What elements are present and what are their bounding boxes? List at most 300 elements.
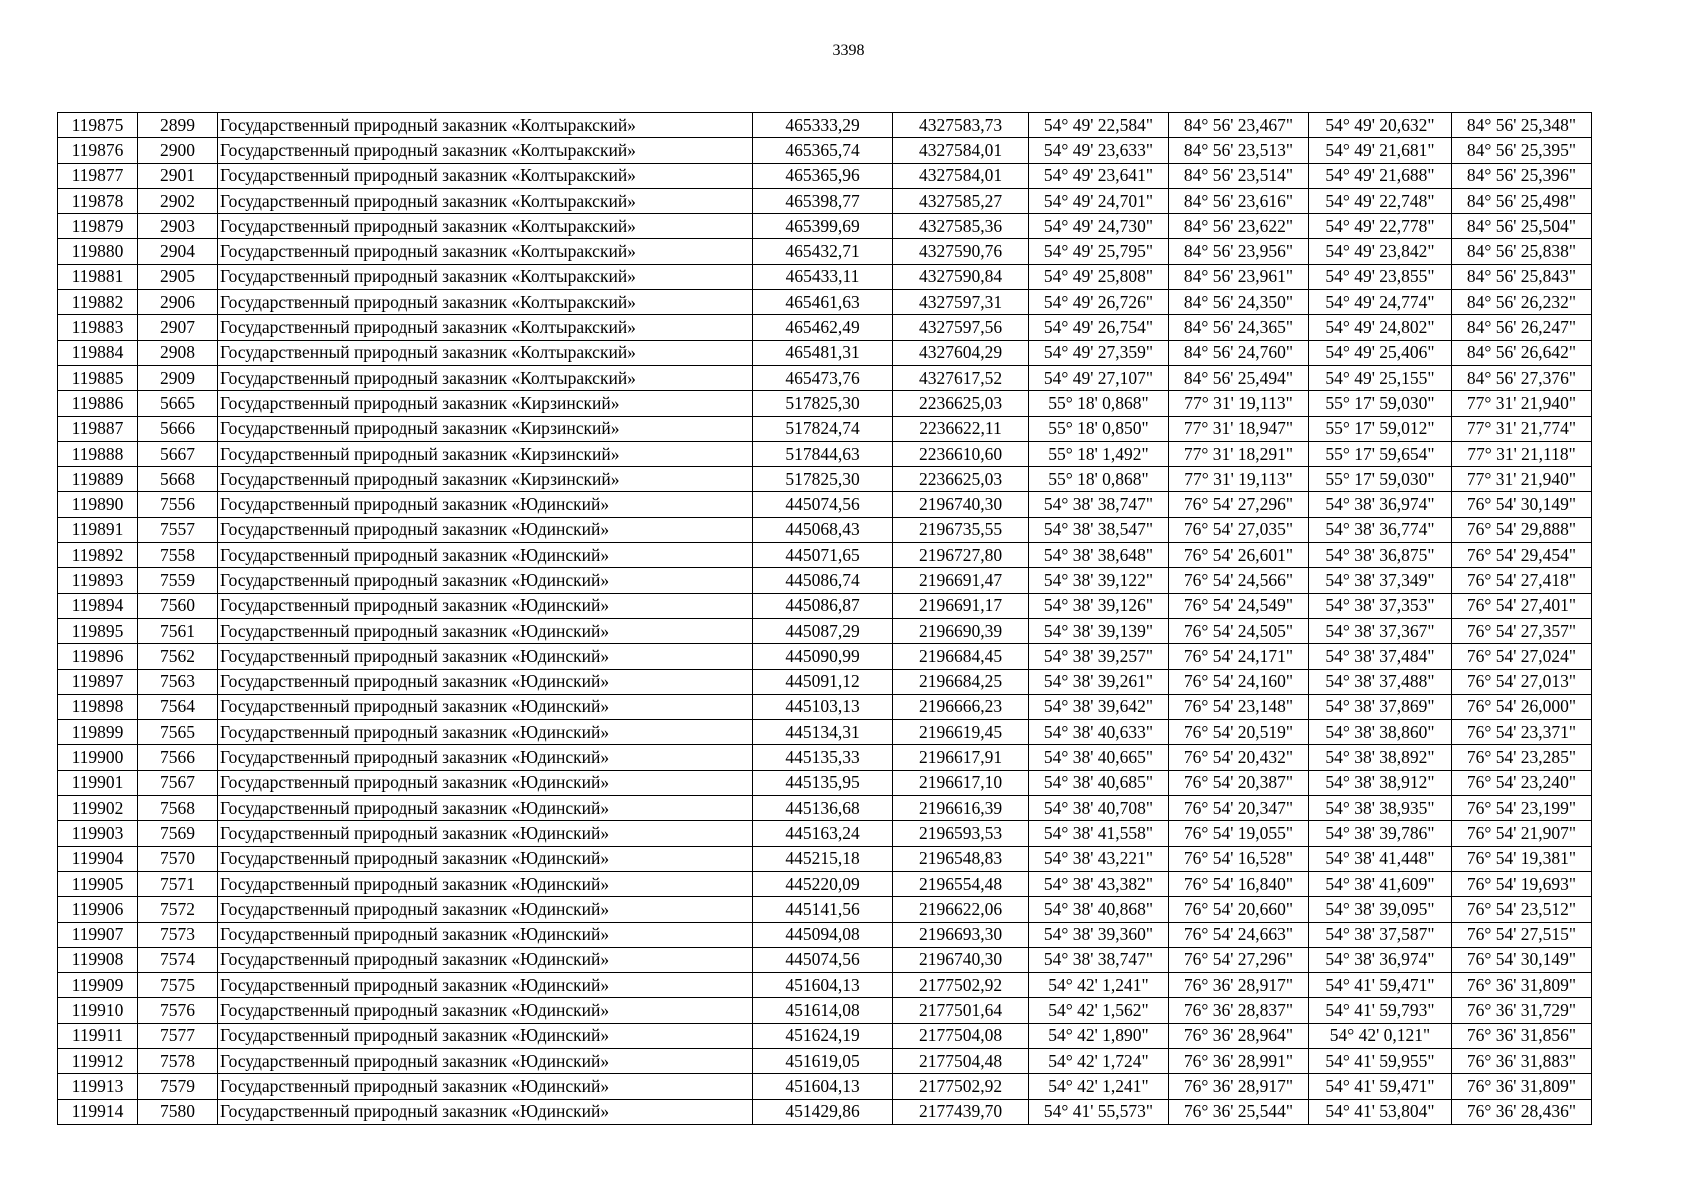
x-coordinate-cell: 451604,13 bbox=[753, 973, 893, 998]
reserve-name-cell: Государственный природный заказник «Колтыракский» bbox=[218, 340, 753, 365]
y-coordinate-cell: 4327584,01 bbox=[893, 138, 1029, 163]
y-coordinate-cell: 2196693,30 bbox=[893, 922, 1029, 947]
longitude-2-cell: 76° 54' 23,512" bbox=[1452, 897, 1592, 922]
point-number-cell: 2899 bbox=[138, 113, 218, 138]
point-number-cell: 7558 bbox=[138, 543, 218, 568]
latitude-2-cell: 54° 38' 37,488" bbox=[1309, 669, 1452, 694]
record-number-cell: 119876 bbox=[58, 138, 138, 163]
record-number-cell: 119883 bbox=[58, 315, 138, 340]
record-number-cell: 119900 bbox=[58, 745, 138, 770]
longitude-1-cell: 76° 54' 27,035" bbox=[1169, 517, 1309, 542]
y-coordinate-cell: 4327585,27 bbox=[893, 188, 1029, 213]
latitude-1-cell: 54° 38' 38,547" bbox=[1029, 517, 1169, 542]
longitude-2-cell: 76° 36' 31,809" bbox=[1452, 1074, 1592, 1099]
table-row bbox=[58, 340, 1592, 365]
reserve-name-cell: Государственный природный заказник «Юдинский» bbox=[218, 694, 753, 719]
longitude-1-cell: 76° 54' 24,566" bbox=[1169, 568, 1309, 593]
reserve-name-cell: Государственный природный заказник «Юдинский» bbox=[218, 821, 753, 846]
point-number-cell: 2907 bbox=[138, 315, 218, 340]
latitude-2-cell: 54° 38' 39,786" bbox=[1309, 821, 1452, 846]
reserve-name-cell: Государственный природный заказник «Колтыракский» bbox=[218, 188, 753, 213]
table-row bbox=[58, 163, 1592, 188]
reserve-name-cell: Государственный природный заказник «Юдинский» bbox=[218, 897, 753, 922]
y-coordinate-cell: 2177502,92 bbox=[893, 1074, 1029, 1099]
point-number-cell: 2900 bbox=[138, 138, 218, 163]
longitude-1-cell: 84° 56' 24,350" bbox=[1169, 290, 1309, 315]
longitude-1-cell: 76° 54' 24,663" bbox=[1169, 922, 1309, 947]
longitude-2-cell: 76° 36' 31,809" bbox=[1452, 973, 1592, 998]
x-coordinate-cell: 451624,19 bbox=[753, 1023, 893, 1048]
longitude-1-cell: 84° 56' 23,513" bbox=[1169, 138, 1309, 163]
x-coordinate-cell: 451619,05 bbox=[753, 1048, 893, 1073]
record-number-cell: 119904 bbox=[58, 846, 138, 871]
y-coordinate-cell: 4327604,29 bbox=[893, 340, 1029, 365]
longitude-1-cell: 76° 54' 24,505" bbox=[1169, 618, 1309, 643]
record-number-cell: 119902 bbox=[58, 796, 138, 821]
y-coordinate-cell: 2196666,23 bbox=[893, 694, 1029, 719]
record-number-cell: 119909 bbox=[58, 973, 138, 998]
point-number-cell: 7562 bbox=[138, 644, 218, 669]
reserve-name-cell: Государственный природный заказник «Юдинский» bbox=[218, 745, 753, 770]
longitude-1-cell: 76° 54' 16,528" bbox=[1169, 846, 1309, 871]
point-number-cell: 7574 bbox=[138, 947, 218, 972]
record-number-cell: 119906 bbox=[58, 897, 138, 922]
longitude-1-cell: 76° 54' 26,601" bbox=[1169, 543, 1309, 568]
latitude-1-cell: 54° 38' 41,558" bbox=[1029, 821, 1169, 846]
longitude-2-cell: 77° 31' 21,774" bbox=[1452, 416, 1592, 441]
reserve-name-cell: Государственный природный заказник «Юдинский» bbox=[218, 618, 753, 643]
y-coordinate-cell: 2196690,39 bbox=[893, 618, 1029, 643]
page-number: 3398 bbox=[832, 42, 865, 59]
longitude-2-cell: 76° 54' 30,149" bbox=[1452, 947, 1592, 972]
record-number-cell: 119881 bbox=[58, 264, 138, 289]
point-number-cell: 2901 bbox=[138, 163, 218, 188]
longitude-2-cell: 76° 54' 30,149" bbox=[1452, 492, 1592, 517]
longitude-2-cell: 76° 54' 27,418" bbox=[1452, 568, 1592, 593]
x-coordinate-cell: 517844,63 bbox=[753, 441, 893, 466]
point-number-cell: 7559 bbox=[138, 568, 218, 593]
longitude-1-cell: 76° 54' 20,347" bbox=[1169, 796, 1309, 821]
longitude-2-cell: 76° 54' 29,454" bbox=[1452, 543, 1592, 568]
reserve-name-cell: Государственный природный заказник «Кирзинский» bbox=[218, 467, 753, 492]
y-coordinate-cell: 4327590,76 bbox=[893, 239, 1029, 264]
longitude-2-cell: 84° 56' 25,396" bbox=[1452, 163, 1592, 188]
point-number-cell: 7575 bbox=[138, 973, 218, 998]
latitude-1-cell: 54° 49' 24,701" bbox=[1029, 188, 1169, 213]
y-coordinate-cell: 2236622,11 bbox=[893, 416, 1029, 441]
reserve-name-cell: Государственный природный заказник «Колтыракский» bbox=[218, 290, 753, 315]
longitude-2-cell: 76° 54' 27,401" bbox=[1452, 593, 1592, 618]
latitude-1-cell: 54° 42' 1,562" bbox=[1029, 998, 1169, 1023]
latitude-2-cell: 54° 49' 20,632" bbox=[1309, 113, 1452, 138]
table-row bbox=[58, 441, 1592, 466]
longitude-1-cell: 84° 56' 23,616" bbox=[1169, 188, 1309, 213]
x-coordinate-cell: 465398,77 bbox=[753, 188, 893, 213]
y-coordinate-cell: 2196616,39 bbox=[893, 796, 1029, 821]
x-coordinate-cell: 445091,12 bbox=[753, 669, 893, 694]
longitude-2-cell: 84° 56' 26,232" bbox=[1452, 290, 1592, 315]
y-coordinate-cell: 2196740,30 bbox=[893, 492, 1029, 517]
table-row bbox=[58, 467, 1592, 492]
point-number-cell: 7565 bbox=[138, 720, 218, 745]
x-coordinate-cell: 445135,33 bbox=[753, 745, 893, 770]
latitude-2-cell: 54° 38' 37,349" bbox=[1309, 568, 1452, 593]
reserve-name-cell: Государственный природный заказник «Юдинский» bbox=[218, 1023, 753, 1048]
point-number-cell: 7564 bbox=[138, 694, 218, 719]
x-coordinate-cell: 445135,95 bbox=[753, 770, 893, 795]
point-number-cell: 7560 bbox=[138, 593, 218, 618]
record-number-cell: 119897 bbox=[58, 669, 138, 694]
latitude-2-cell: 55° 17' 59,654" bbox=[1309, 441, 1452, 466]
latitude-2-cell: 54° 38' 38,935" bbox=[1309, 796, 1452, 821]
point-number-cell: 7567 bbox=[138, 770, 218, 795]
point-number-cell: 7577 bbox=[138, 1023, 218, 1048]
latitude-2-cell: 54° 41' 53,804" bbox=[1309, 1099, 1452, 1124]
point-number-cell: 5665 bbox=[138, 391, 218, 416]
latitude-1-cell: 54° 49' 25,795" bbox=[1029, 239, 1169, 264]
x-coordinate-cell: 445086,87 bbox=[753, 593, 893, 618]
longitude-1-cell: 84° 56' 25,494" bbox=[1169, 365, 1309, 390]
latitude-2-cell: 54° 42' 0,121" bbox=[1309, 1023, 1452, 1048]
longitude-2-cell: 76° 54' 27,013" bbox=[1452, 669, 1592, 694]
longitude-1-cell: 76° 36' 28,837" bbox=[1169, 998, 1309, 1023]
latitude-1-cell: 54° 38' 38,648" bbox=[1029, 543, 1169, 568]
point-number-cell: 7566 bbox=[138, 745, 218, 770]
x-coordinate-cell: 517824,74 bbox=[753, 416, 893, 441]
x-coordinate-cell: 465333,29 bbox=[753, 113, 893, 138]
reserve-name-cell: Государственный природный заказник «Юдинский» bbox=[218, 492, 753, 517]
y-coordinate-cell: 2177504,48 bbox=[893, 1048, 1029, 1073]
x-coordinate-cell: 445074,56 bbox=[753, 947, 893, 972]
longitude-1-cell: 76° 54' 24,549" bbox=[1169, 593, 1309, 618]
reserve-name-cell: Государственный природный заказник «Колтыракский» bbox=[218, 264, 753, 289]
table-row bbox=[58, 897, 1592, 922]
y-coordinate-cell: 4327597,31 bbox=[893, 290, 1029, 315]
latitude-1-cell: 54° 38' 43,382" bbox=[1029, 871, 1169, 896]
y-coordinate-cell: 2196617,91 bbox=[893, 745, 1029, 770]
latitude-1-cell: 54° 38' 39,257" bbox=[1029, 644, 1169, 669]
x-coordinate-cell: 445074,56 bbox=[753, 492, 893, 517]
longitude-2-cell: 84° 56' 25,348" bbox=[1452, 113, 1592, 138]
x-coordinate-cell: 465365,74 bbox=[753, 138, 893, 163]
record-number-cell: 119898 bbox=[58, 694, 138, 719]
longitude-1-cell: 76° 54' 24,171" bbox=[1169, 644, 1309, 669]
record-number-cell: 119891 bbox=[58, 517, 138, 542]
latitude-2-cell: 54° 49' 24,774" bbox=[1309, 290, 1452, 315]
latitude-2-cell: 54° 41' 59,471" bbox=[1309, 1074, 1452, 1099]
table-row bbox=[58, 365, 1592, 390]
point-number-cell: 7578 bbox=[138, 1048, 218, 1073]
reserve-name-cell: Государственный природный заказник «Колтыракский» bbox=[218, 239, 753, 264]
table-row bbox=[58, 113, 1592, 138]
latitude-2-cell: 54° 49' 21,681" bbox=[1309, 138, 1452, 163]
longitude-2-cell: 84° 56' 26,642" bbox=[1452, 340, 1592, 365]
x-coordinate-cell: 465365,96 bbox=[753, 163, 893, 188]
latitude-1-cell: 54° 49' 23,633" bbox=[1029, 138, 1169, 163]
point-number-cell: 2902 bbox=[138, 188, 218, 213]
latitude-2-cell: 54° 38' 36,774" bbox=[1309, 517, 1452, 542]
longitude-2-cell: 76° 54' 23,199" bbox=[1452, 796, 1592, 821]
x-coordinate-cell: 445094,08 bbox=[753, 922, 893, 947]
y-coordinate-cell: 2196622,06 bbox=[893, 897, 1029, 922]
longitude-2-cell: 76° 54' 26,000" bbox=[1452, 694, 1592, 719]
point-number-cell: 7573 bbox=[138, 922, 218, 947]
latitude-1-cell: 55° 18' 0,868" bbox=[1029, 467, 1169, 492]
record-number-cell: 119910 bbox=[58, 998, 138, 1023]
longitude-2-cell: 76° 54' 29,888" bbox=[1452, 517, 1592, 542]
y-coordinate-cell: 4327597,56 bbox=[893, 315, 1029, 340]
y-coordinate-cell: 4327584,01 bbox=[893, 163, 1029, 188]
x-coordinate-cell: 445134,31 bbox=[753, 720, 893, 745]
longitude-1-cell: 84° 56' 24,760" bbox=[1169, 340, 1309, 365]
x-coordinate-cell: 451604,13 bbox=[753, 1074, 893, 1099]
longitude-1-cell: 77° 31' 19,113" bbox=[1169, 391, 1309, 416]
latitude-2-cell: 54° 38' 37,484" bbox=[1309, 644, 1452, 669]
longitude-2-cell: 76° 54' 23,371" bbox=[1452, 720, 1592, 745]
x-coordinate-cell: 445071,65 bbox=[753, 543, 893, 568]
x-coordinate-cell: 445220,09 bbox=[753, 871, 893, 896]
longitude-1-cell: 76° 54' 20,519" bbox=[1169, 720, 1309, 745]
latitude-1-cell: 54° 38' 43,221" bbox=[1029, 846, 1169, 871]
table-body bbox=[58, 113, 1592, 1125]
reserve-name-cell: Государственный природный заказник «Юдинский» bbox=[218, 593, 753, 618]
latitude-1-cell: 54° 42' 1,241" bbox=[1029, 973, 1169, 998]
reserve-name-cell: Государственный природный заказник «Юдинский» bbox=[218, 871, 753, 896]
y-coordinate-cell: 2196619,45 bbox=[893, 720, 1029, 745]
x-coordinate-cell: 465473,76 bbox=[753, 365, 893, 390]
reserve-name-cell: Государственный природный заказник «Юдинский» bbox=[218, 922, 753, 947]
record-number-cell: 119914 bbox=[58, 1099, 138, 1124]
table-row bbox=[58, 644, 1592, 669]
latitude-2-cell: 54° 49' 24,802" bbox=[1309, 315, 1452, 340]
latitude-1-cell: 54° 49' 27,359" bbox=[1029, 340, 1169, 365]
table-row bbox=[58, 922, 1592, 947]
longitude-2-cell: 76° 36' 28,436" bbox=[1452, 1099, 1592, 1124]
point-number-cell: 7571 bbox=[138, 871, 218, 896]
longitude-1-cell: 76° 54' 20,432" bbox=[1169, 745, 1309, 770]
longitude-2-cell: 84° 56' 25,498" bbox=[1452, 188, 1592, 213]
record-number-cell: 119913 bbox=[58, 1074, 138, 1099]
record-number-cell: 119879 bbox=[58, 214, 138, 239]
latitude-1-cell: 54° 38' 39,139" bbox=[1029, 618, 1169, 643]
longitude-2-cell: 76° 36' 31,856" bbox=[1452, 1023, 1592, 1048]
table-row bbox=[58, 239, 1592, 264]
latitude-2-cell: 54° 38' 38,892" bbox=[1309, 745, 1452, 770]
y-coordinate-cell: 2177439,70 bbox=[893, 1099, 1029, 1124]
latitude-1-cell: 54° 38' 40,685" bbox=[1029, 770, 1169, 795]
table-row bbox=[58, 846, 1592, 871]
point-number-cell: 7561 bbox=[138, 618, 218, 643]
table-row bbox=[58, 973, 1592, 998]
latitude-2-cell: 54° 49' 22,748" bbox=[1309, 188, 1452, 213]
longitude-2-cell: 77° 31' 21,940" bbox=[1452, 391, 1592, 416]
x-coordinate-cell: 445103,13 bbox=[753, 694, 893, 719]
table-row bbox=[58, 264, 1592, 289]
reserve-name-cell: Государственный природный заказник «Юдинский» bbox=[218, 973, 753, 998]
reserve-name-cell: Государственный природный заказник «Юдинский» bbox=[218, 720, 753, 745]
record-number-cell: 119903 bbox=[58, 821, 138, 846]
latitude-2-cell: 55° 17' 59,030" bbox=[1309, 467, 1452, 492]
reserve-name-cell: Государственный природный заказник «Юдинский» bbox=[218, 947, 753, 972]
y-coordinate-cell: 2236610,60 bbox=[893, 441, 1029, 466]
table-row bbox=[58, 188, 1592, 213]
latitude-1-cell: 54° 38' 40,633" bbox=[1029, 720, 1169, 745]
reserve-name-cell: Государственный природный заказник «Колтыракский» bbox=[218, 365, 753, 390]
latitude-1-cell: 54° 38' 39,261" bbox=[1029, 669, 1169, 694]
table-row bbox=[58, 543, 1592, 568]
longitude-1-cell: 76° 54' 27,296" bbox=[1169, 492, 1309, 517]
x-coordinate-cell: 451429,86 bbox=[753, 1099, 893, 1124]
record-number-cell: 119901 bbox=[58, 770, 138, 795]
x-coordinate-cell: 445068,43 bbox=[753, 517, 893, 542]
reserve-name-cell: Государственный природный заказник «Кирзинский» bbox=[218, 391, 753, 416]
y-coordinate-cell: 2196684,25 bbox=[893, 669, 1029, 694]
latitude-1-cell: 54° 38' 38,747" bbox=[1029, 947, 1169, 972]
latitude-2-cell: 54° 49' 25,406" bbox=[1309, 340, 1452, 365]
point-number-cell: 7572 bbox=[138, 897, 218, 922]
table-row bbox=[58, 593, 1592, 618]
longitude-2-cell: 76° 54' 23,240" bbox=[1452, 770, 1592, 795]
point-number-cell: 7556 bbox=[138, 492, 218, 517]
longitude-2-cell: 76° 54' 21,907" bbox=[1452, 821, 1592, 846]
table-row bbox=[58, 492, 1592, 517]
point-number-cell: 5667 bbox=[138, 441, 218, 466]
reserve-name-cell: Государственный природный заказник «Колтыракский» bbox=[218, 113, 753, 138]
reserve-name-cell: Государственный природный заказник «Юдинский» bbox=[218, 1048, 753, 1073]
longitude-1-cell: 76° 36' 28,991" bbox=[1169, 1048, 1309, 1073]
coordinates-table bbox=[57, 112, 1592, 1125]
latitude-1-cell: 55° 18' 0,850" bbox=[1029, 416, 1169, 441]
record-number-cell: 119885 bbox=[58, 365, 138, 390]
record-number-cell: 119899 bbox=[58, 720, 138, 745]
y-coordinate-cell: 2196727,80 bbox=[893, 543, 1029, 568]
longitude-1-cell: 76° 36' 28,964" bbox=[1169, 1023, 1309, 1048]
x-coordinate-cell: 465462,49 bbox=[753, 315, 893, 340]
table-row bbox=[58, 694, 1592, 719]
table-row bbox=[58, 138, 1592, 163]
latitude-2-cell: 54° 49' 23,842" bbox=[1309, 239, 1452, 264]
reserve-name-cell: Государственный природный заказник «Юдинский» bbox=[218, 1099, 753, 1124]
longitude-1-cell: 76° 54' 20,387" bbox=[1169, 770, 1309, 795]
point-number-cell: 5666 bbox=[138, 416, 218, 441]
latitude-2-cell: 54° 38' 38,912" bbox=[1309, 770, 1452, 795]
latitude-2-cell: 55° 17' 59,012" bbox=[1309, 416, 1452, 441]
longitude-2-cell: 84° 56' 25,504" bbox=[1452, 214, 1592, 239]
record-number-cell: 119895 bbox=[58, 618, 138, 643]
y-coordinate-cell: 2177502,92 bbox=[893, 973, 1029, 998]
y-coordinate-cell: 4327617,52 bbox=[893, 365, 1029, 390]
longitude-1-cell: 84° 56' 23,514" bbox=[1169, 163, 1309, 188]
record-number-cell: 119907 bbox=[58, 922, 138, 947]
record-number-cell: 119912 bbox=[58, 1048, 138, 1073]
table-row bbox=[58, 720, 1592, 745]
table-row bbox=[58, 669, 1592, 694]
latitude-1-cell: 54° 38' 39,360" bbox=[1029, 922, 1169, 947]
y-coordinate-cell: 2196617,10 bbox=[893, 770, 1029, 795]
table-row bbox=[58, 391, 1592, 416]
latitude-2-cell: 54° 38' 39,095" bbox=[1309, 897, 1452, 922]
x-coordinate-cell: 445141,56 bbox=[753, 897, 893, 922]
longitude-1-cell: 76° 54' 20,660" bbox=[1169, 897, 1309, 922]
longitude-1-cell: 84° 56' 23,956" bbox=[1169, 239, 1309, 264]
y-coordinate-cell: 2196593,53 bbox=[893, 821, 1029, 846]
point-number-cell: 2909 bbox=[138, 365, 218, 390]
longitude-1-cell: 76° 54' 19,055" bbox=[1169, 821, 1309, 846]
latitude-2-cell: 54° 49' 25,155" bbox=[1309, 365, 1452, 390]
table-row bbox=[58, 1099, 1592, 1124]
longitude-2-cell: 84° 56' 26,247" bbox=[1452, 315, 1592, 340]
longitude-2-cell: 76° 54' 27,515" bbox=[1452, 922, 1592, 947]
point-number-cell: 7579 bbox=[138, 1074, 218, 1099]
longitude-2-cell: 76° 36' 31,729" bbox=[1452, 998, 1592, 1023]
table-row bbox=[58, 947, 1592, 972]
table-row bbox=[58, 821, 1592, 846]
reserve-name-cell: Государственный природный заказник «Юдинский» bbox=[218, 770, 753, 795]
latitude-1-cell: 54° 38' 39,642" bbox=[1029, 694, 1169, 719]
table-row bbox=[58, 290, 1592, 315]
record-number-cell: 119896 bbox=[58, 644, 138, 669]
longitude-1-cell: 84° 56' 23,622" bbox=[1169, 214, 1309, 239]
record-number-cell: 119880 bbox=[58, 239, 138, 264]
table-row bbox=[58, 745, 1592, 770]
longitude-1-cell: 76° 54' 27,296" bbox=[1169, 947, 1309, 972]
reserve-name-cell: Государственный природный заказник «Юдинский» bbox=[218, 568, 753, 593]
latitude-1-cell: 54° 38' 40,665" bbox=[1029, 745, 1169, 770]
longitude-2-cell: 84° 56' 25,838" bbox=[1452, 239, 1592, 264]
latitude-2-cell: 54° 38' 36,974" bbox=[1309, 947, 1452, 972]
longitude-1-cell: 76° 54' 16,840" bbox=[1169, 871, 1309, 896]
longitude-1-cell: 84° 56' 23,961" bbox=[1169, 264, 1309, 289]
latitude-2-cell: 54° 41' 59,471" bbox=[1309, 973, 1452, 998]
latitude-2-cell: 54° 41' 59,793" bbox=[1309, 998, 1452, 1023]
reserve-name-cell: Государственный природный заказник «Юдинский» bbox=[218, 1074, 753, 1099]
reserve-name-cell: Государственный природный заказник «Колтыракский» bbox=[218, 214, 753, 239]
reserve-name-cell: Государственный природный заказник «Кирзинский» bbox=[218, 416, 753, 441]
y-coordinate-cell: 2196684,45 bbox=[893, 644, 1029, 669]
reserve-name-cell: Государственный природный заказник «Колтыракский» bbox=[218, 315, 753, 340]
point-number-cell: 7580 bbox=[138, 1099, 218, 1124]
point-number-cell: 2908 bbox=[138, 340, 218, 365]
latitude-2-cell: 54° 49' 23,855" bbox=[1309, 264, 1452, 289]
table-row bbox=[58, 998, 1592, 1023]
record-number-cell: 119892 bbox=[58, 543, 138, 568]
longitude-2-cell: 76° 54' 19,693" bbox=[1452, 871, 1592, 896]
x-coordinate-cell: 445087,29 bbox=[753, 618, 893, 643]
longitude-2-cell: 76° 54' 27,024" bbox=[1452, 644, 1592, 669]
longitude-1-cell: 77° 31' 18,291" bbox=[1169, 441, 1309, 466]
x-coordinate-cell: 465461,63 bbox=[753, 290, 893, 315]
latitude-1-cell: 55° 18' 1,492" bbox=[1029, 441, 1169, 466]
table-row bbox=[58, 1023, 1592, 1048]
reserve-name-cell: Государственный природный заказник «Юдинский» bbox=[218, 669, 753, 694]
table-row bbox=[58, 770, 1592, 795]
record-number-cell: 119911 bbox=[58, 1023, 138, 1048]
latitude-1-cell: 54° 49' 27,107" bbox=[1029, 365, 1169, 390]
record-number-cell: 119875 bbox=[58, 113, 138, 138]
longitude-1-cell: 84° 56' 23,467" bbox=[1169, 113, 1309, 138]
reserve-name-cell: Государственный природный заказник «Юдинский» bbox=[218, 543, 753, 568]
latitude-2-cell: 54° 49' 21,688" bbox=[1309, 163, 1452, 188]
x-coordinate-cell: 445163,24 bbox=[753, 821, 893, 846]
point-number-cell: 7568 bbox=[138, 796, 218, 821]
longitude-2-cell: 77° 31' 21,118" bbox=[1452, 441, 1592, 466]
point-number-cell: 7576 bbox=[138, 998, 218, 1023]
point-number-cell: 5668 bbox=[138, 467, 218, 492]
point-number-cell: 7557 bbox=[138, 517, 218, 542]
reserve-name-cell: Государственный природный заказник «Юдинский» bbox=[218, 644, 753, 669]
longitude-2-cell: 84° 56' 25,395" bbox=[1452, 138, 1592, 163]
latitude-1-cell: 54° 49' 26,726" bbox=[1029, 290, 1169, 315]
